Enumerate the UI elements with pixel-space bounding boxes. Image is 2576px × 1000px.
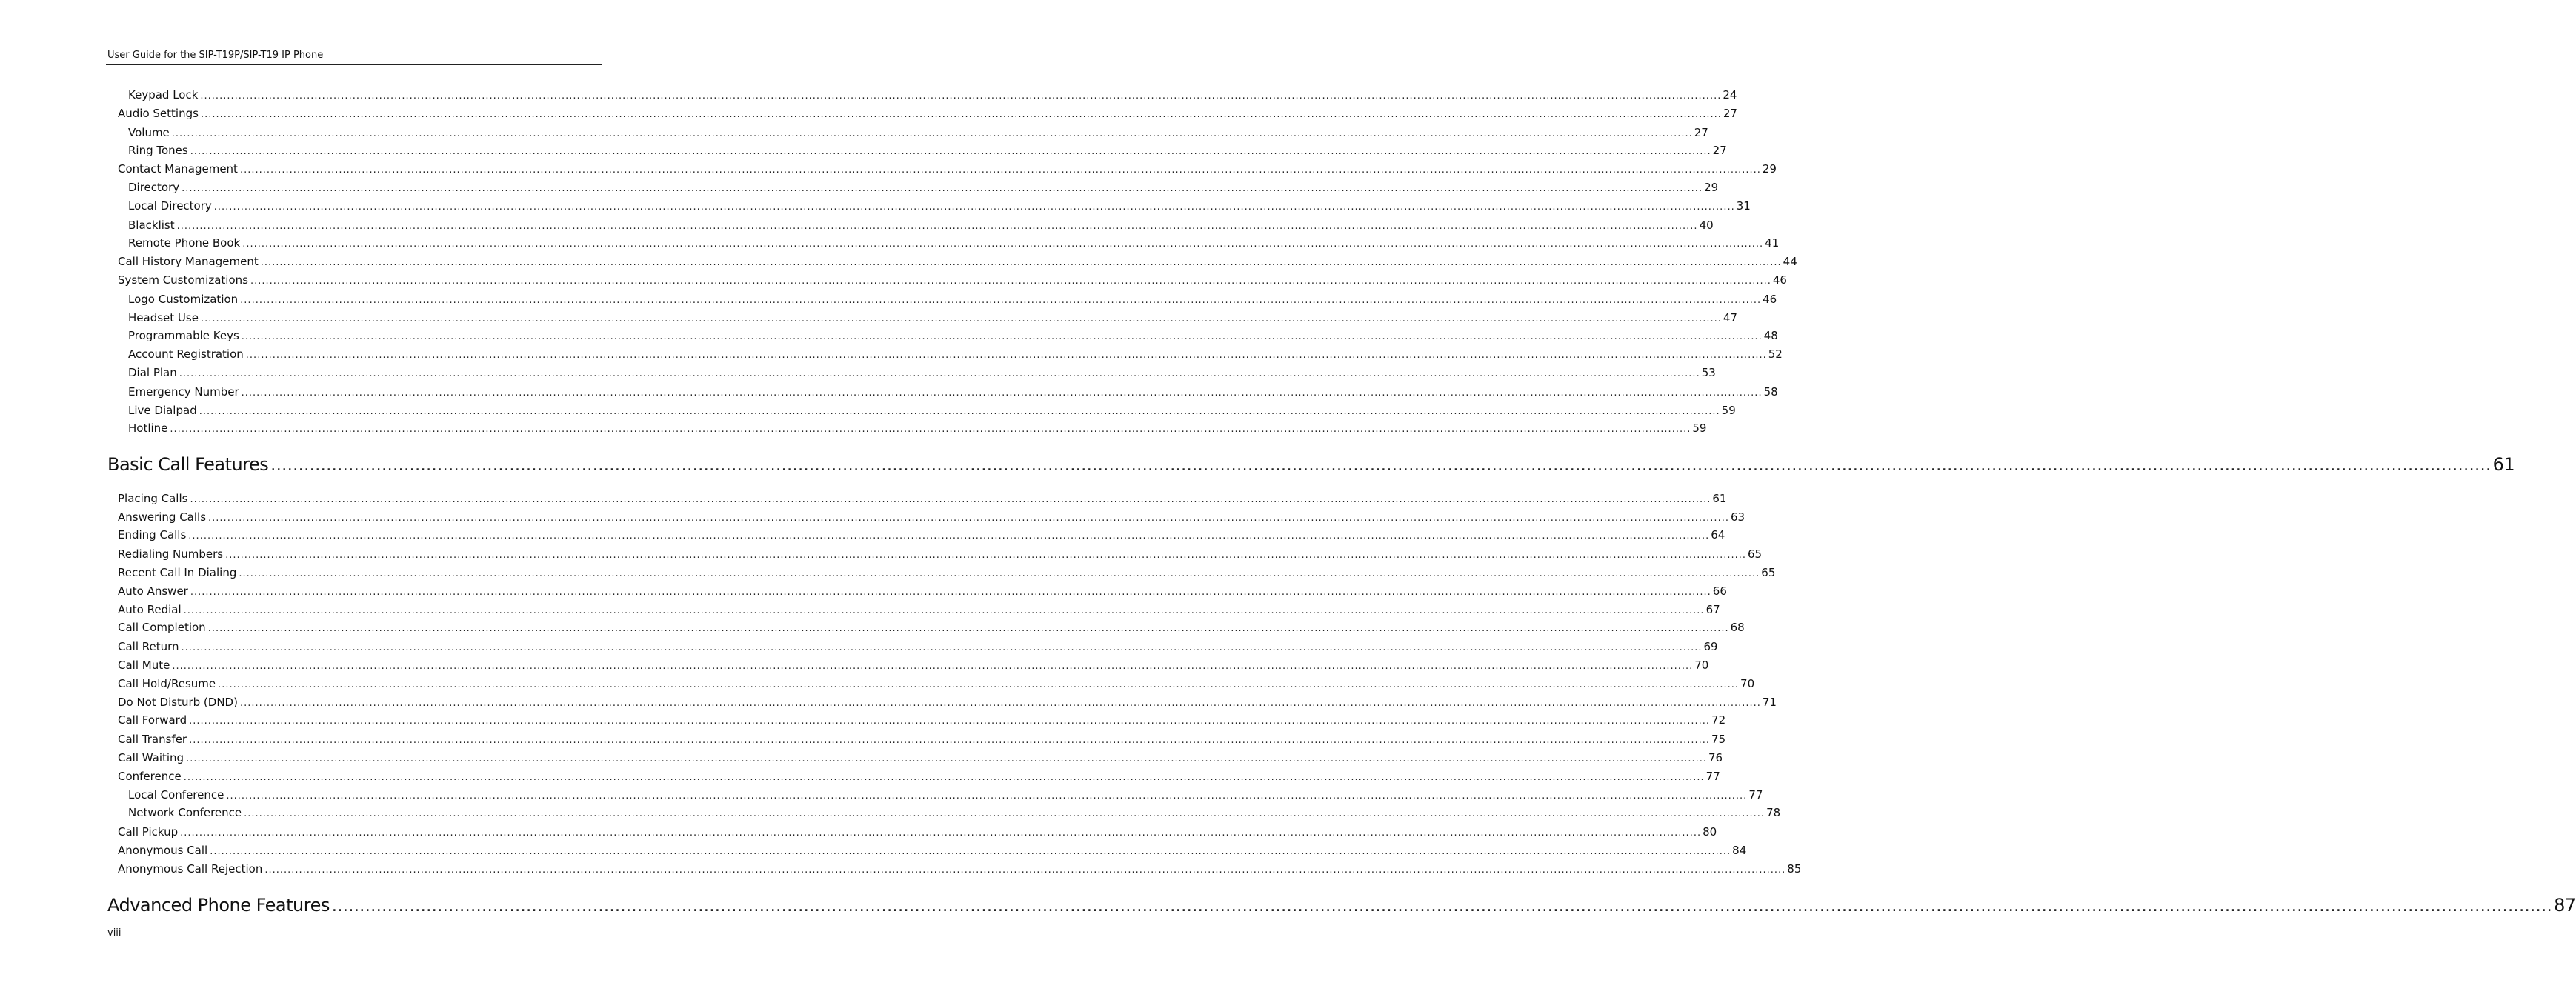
toc-entry-page: 29 [1704,181,1719,194]
toc-entry-page: 65 [1748,547,1763,561]
dot-leader: ................................................................................................................................................................................................................................................................................................................................................................................................................ [189,735,1711,746]
toc-entry[interactable] [118,161,1777,176]
toc-entry-page: 58 [1763,385,1778,399]
toc-entry-title: Keypad Lock [128,88,199,101]
toc-entry-page: 47 [1723,311,1737,324]
running-header: User Guide for the SIP-T19P/SIP-T19 IP Phone [107,50,324,61]
toc-entry-title: System Customizations [118,273,248,287]
toc-entry-title: Recent Call In Dialing [118,566,237,579]
toc-entry-title: Ring Tones [128,144,188,157]
toc-entry-page: 75 [1711,733,1726,746]
toc-entry-page: 63 [1730,510,1745,524]
toc-entry-title: Answering Calls [118,510,207,524]
dot-leader: ................................................................................................................................................................................................................................................................................................................................................................................................................ [190,587,1711,598]
dot-leader: ................................................................................................................................................................................................................................................................................................................................................................................................................ [199,406,1720,417]
toc-entry-page: 65 [1761,566,1776,579]
dot-leader: ................................................................................................................................................................................................................................................................................................................................................................................................................ [188,530,1710,541]
toc-entry-title: Logo Customization [128,293,239,306]
toc-entry-title: Audio Settings [118,107,199,120]
toc-entry-page: 31 [1736,199,1751,213]
toc-entry-page: 87 [2554,895,2576,916]
toc-entry[interactable] [118,547,1763,561]
toc-entry[interactable] [128,236,1780,250]
dot-leader: ................................................................................................................................................................................................................................................................................................................................................................................................................ [200,90,1722,101]
toc-entry-title: Emergency Number [128,385,239,399]
toc-entry-title: Remote Phone Book [128,236,241,250]
dot-leader: ................................................................................................................................................................................................................................................................................................................................................................................................................ [242,239,1764,250]
toc-entry-title: Auto Answer [118,584,188,598]
dot-leader: ................................................................................................................................................................................................................................................................................................................................................................................................................ [179,368,1700,379]
dot-leader: ................................................................................................................................................................................................................................................................................................................................................................................................................ [250,276,1771,287]
toc-entry-title: Call Completion [118,621,206,634]
dot-leader: ................................................................................................................................................................................................................................................................................................................................................................................................................ [210,846,1731,857]
toc-entry-title: Volume [128,126,170,139]
toc-entry[interactable] [118,750,1723,765]
toc-entry[interactable] [128,218,1714,233]
dot-leader: ................................................................................................................................................................................................................................................................................................................................................................................................................ [213,201,1735,213]
toc-entry-page: 68 [1730,621,1745,634]
toc-entry-title: Anonymous Call Rejection [118,862,263,876]
toc-entry-page: 48 [1763,329,1778,342]
dot-leader: ................................................................................................................................................................................................................................................................................................................................................................................................................ [190,146,1711,157]
dot-leader: ................................................................................................................................................................................................................................................................................................................................................................................................................ [264,864,1786,876]
toc-entry[interactable] [118,254,1797,269]
toc-entry[interactable] [118,695,1777,710]
toc-entry-title: Auto Redial [118,603,182,616]
page-number: viii [107,927,122,939]
toc-entry[interactable] [118,843,1747,858]
dot-leader: ................................................................................................................................................................................................................................................................................................................................................................................................................ [180,827,1702,839]
toc-entry-page: 80 [1703,825,1717,839]
dot-leader: ................................................................................................................................................................................................................................................................................................................................................................................................................ [239,698,1761,709]
toc-entry-title: Local Directory [128,199,212,213]
toc-entry[interactable] [128,310,1737,325]
toc-entry-page: 61 [2492,454,2515,475]
toc-entry[interactable] [128,805,1781,820]
toc-entry[interactable] [118,510,1745,524]
toc-entry[interactable] [128,180,1719,195]
dot-leader: ................................................................................................................................................................................................................................................................................................................................................................................................................ [331,897,2553,916]
dot-leader: ................................................................................................................................................................................................................................................................................................................................................................................................................ [239,568,1760,579]
toc-entry-page: 85 [1787,862,1802,876]
toc-entry-title: Network Conference [128,806,242,819]
toc-entry[interactable] [118,620,1745,635]
dot-leader: ................................................................................................................................................................................................................................................................................................................................................................................................................ [183,605,1705,616]
toc-entry-title: Call Forward [118,713,187,727]
dot-leader: ................................................................................................................................................................................................................................................................................................................................................................................................................ [240,295,1762,306]
toc-entry-title: Do Not Disturb (DND) [118,696,238,709]
toc-entry-title: Basic Call Features [107,454,269,475]
toc-entry-title: Anonymous Call [118,844,208,857]
toc-entry[interactable] [118,713,1726,727]
toc-entry-title: Conference [118,770,182,783]
dot-leader: ................................................................................................................................................................................................................................................................................................................................................................................................................ [181,642,1703,653]
toc-entry-page: 70 [1694,659,1709,672]
toc-entry-page: 29 [1762,162,1777,176]
toc-entry-page: 52 [1768,347,1783,361]
dot-leader: ................................................................................................................................................................................................................................................................................................................................................................................................................ [245,350,1767,361]
toc-entry-page: 27 [1694,126,1708,139]
toc-entry[interactable] [118,639,1718,654]
toc-entry-page: 44 [1783,255,1797,268]
toc-entry[interactable] [118,658,1709,673]
toc-entry[interactable] [128,421,1707,436]
toc-entry-page: 67 [1705,603,1720,616]
dot-leader: ................................................................................................................................................................................................................................................................................................................................................................................................................ [182,183,1703,194]
dot-leader: ................................................................................................................................................................................................................................................................................................................................................................................................................ [189,716,1711,727]
toc-entry[interactable] [128,365,1716,380]
toc-entry-page: 71 [1762,696,1777,709]
dot-leader: ................................................................................................................................................................................................................................................................................................................................................................................................................ [208,513,1729,524]
dot-leader: ................................................................................................................................................................................................................................................................................................................................................................................................................ [176,221,1698,232]
toc-entry-title: Call Return [118,640,179,653]
toc-entry[interactable] [118,732,1726,747]
toc-entry-page: 69 [1703,640,1718,653]
toc-chapter[interactable] [107,893,2576,917]
toc-entry-title: Call History Management [118,255,259,268]
toc-entry-title: Contact Management [118,162,238,176]
toc-entry[interactable] [118,565,1776,580]
dot-leader: ................................................................................................................................................................................................................................................................................................................................................................................................................ [260,257,1782,268]
toc-entry[interactable] [118,676,1755,691]
dot-leader: ................................................................................................................................................................................................................................................................................................................................................................................................................ [241,387,1763,399]
toc-entry[interactable] [128,347,1783,361]
toc-entry-title: Account Registration [128,347,244,361]
toc-entry-page: 27 [1723,107,1737,120]
header-rule [106,64,602,65]
toc-entry-title: Call Waiting [118,751,184,764]
toc-entry-page: 84 [1732,844,1747,857]
toc-entry-title: Local Conference [128,788,224,801]
toc-entry[interactable] [128,87,1737,102]
toc-entry-page: 76 [1708,751,1723,764]
toc-entry-title: Call Transfer [118,733,187,746]
toc-entry[interactable] [128,403,1736,418]
dot-leader: ................................................................................................................................................................................................................................................................................................................................................................................................................ [207,623,1729,634]
toc-entry-title: Programmable Keys [128,329,239,342]
toc-entry[interactable] [128,787,1763,802]
toc-entry-page: 59 [1721,404,1736,417]
toc-entry-title: Placing Calls [118,492,188,505]
toc-entry-page: 24 [1723,88,1737,101]
toc-entry-page: 27 [1712,144,1727,157]
dot-leader: ................................................................................................................................................................................................................................................................................................................................................................................................................ [218,679,1740,690]
toc-entry-title: Call Hold/Resume [118,677,216,690]
toc-entry-page: 46 [1763,293,1777,306]
toc-entry[interactable] [118,584,1727,599]
toc-entry-page: 59 [1692,421,1707,435]
dot-leader: ................................................................................................................................................................................................................................................................................................................................................................................................................ [200,109,1722,120]
dot-leader: ................................................................................................................................................................................................................................................................................................................................................................................................................ [183,772,1705,783]
toc-entry-title: Directory [128,181,180,194]
toc-entry[interactable] [128,292,1777,307]
dot-leader: ................................................................................................................................................................................................................................................................................................................................................................................................................ [225,550,1746,561]
dot-leader: ................................................................................................................................................................................................................................................................................................................................................................................................................ [186,753,1708,764]
dot-leader: ................................................................................................................................................................................................................................................................................................................................................................................................................ [200,313,1722,324]
toc-entry[interactable] [118,824,1717,839]
toc-entry-page: 53 [1701,366,1716,379]
toc-entry-title: Ending Calls [118,528,187,541]
toc-entry[interactable] [128,328,1778,343]
toc-entry-page: 64 [1711,528,1725,541]
toc-entry-title: Call Pickup [118,825,179,839]
toc-entry-title: Redialing Numbers [118,547,224,561]
toc-entry-page: 66 [1712,584,1727,598]
dot-leader: ................................................................................................................................................................................................................................................................................................................................................................................................................ [239,164,1761,176]
toc-chapter[interactable] [107,453,2515,476]
dot-leader: ................................................................................................................................................................................................................................................................................................................................................................................................................ [226,790,1748,801]
dot-leader: ................................................................................................................................................................................................................................................................................................................................................................................................................ [270,456,2492,475]
dot-leader: ................................................................................................................................................................................................................................................................................................................................................................................................................ [190,494,1711,505]
toc-entry-page: 61 [1712,492,1727,505]
toc-entry-page: 78 [1766,806,1781,819]
toc-entry-page: 72 [1711,713,1726,727]
toc-entry[interactable] [118,861,1802,876]
dot-leader: ................................................................................................................................................................................................................................................................................................................................................................................................................ [170,424,1691,435]
toc-entry-title: Dial Plan [128,366,177,379]
toc-entry[interactable] [118,527,1725,542]
toc-entry[interactable] [118,491,1727,506]
toc-entry[interactable] [118,273,1787,287]
toc-entry[interactable] [118,769,1720,784]
toc-entry[interactable] [128,143,1727,158]
toc-entry[interactable] [128,199,1751,213]
toc-entry[interactable] [118,602,1720,617]
toc-entry-title: Headset Use [128,311,199,324]
toc-entry-page: 41 [1765,236,1780,250]
toc-entry-title: Advanced Phone Features [107,895,330,916]
toc-entry-page: 77 [1748,788,1763,801]
toc-entry[interactable] [128,384,1778,399]
dot-leader: ................................................................................................................................................................................................................................................................................................................................................................................................................ [241,331,1763,342]
dot-leader: ................................................................................................................................................................................................................................................................................................................................................................................................................ [244,808,1765,819]
toc-entry-page: 70 [1740,677,1755,690]
toc-entry-title: Call Mute [118,659,170,672]
toc-entry-page: 46 [1772,273,1787,287]
toc-entry-title: Hotline [128,421,168,435]
dot-leader: ................................................................................................................................................................................................................................................................................................................................................................................................................ [172,661,1694,672]
toc-entry[interactable] [128,125,1708,140]
toc-entry-page: 40 [1699,219,1714,232]
toc-entry-title: Blacklist [128,219,175,232]
toc-entry-title: Live Dialpad [128,404,197,417]
dot-leader: ................................................................................................................................................................................................................................................................................................................................................................................................................ [171,128,1693,139]
toc-entry-page: 77 [1705,770,1720,783]
toc-entry[interactable] [118,106,1737,121]
